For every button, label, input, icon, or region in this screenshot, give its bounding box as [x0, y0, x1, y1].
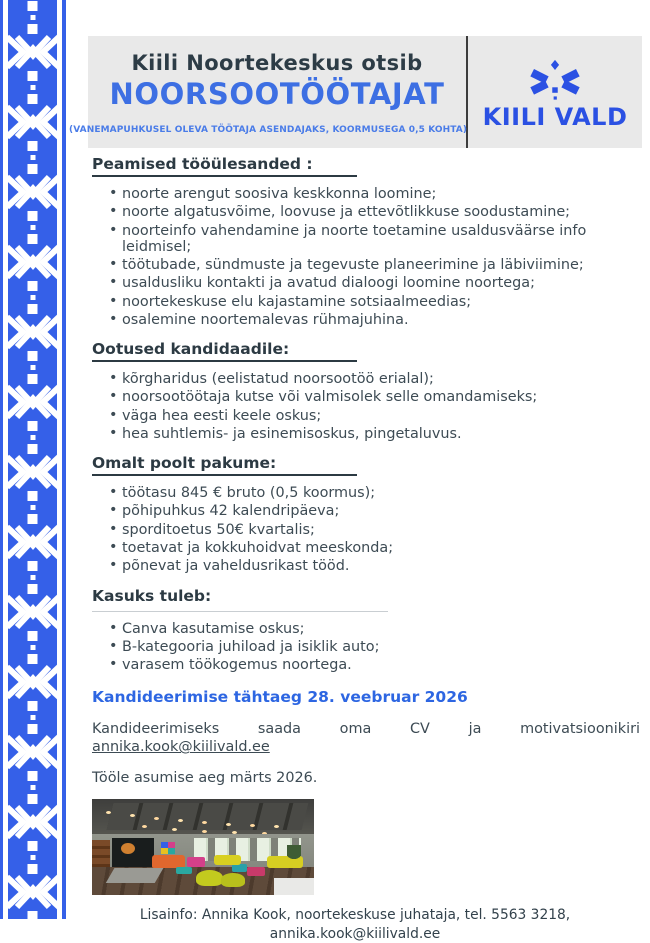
bullet-item: • toetavat ja kokkuhoidvat meeskonda;: [122, 540, 640, 556]
header-title-block: [69, 36, 468, 148]
start-date: Tööle asumise aeg märts 2026.: [92, 770, 318, 787]
bullet-item: • varasem töökogemus noortega.: [122, 657, 640, 673]
logo-text: KIILI VALD: [482, 103, 628, 131]
bullet-item: • töötubade, sündmuste ja tegevuste planeerimine ja läbiviimine;: [122, 257, 640, 273]
apply-text: Kandideerimiseks saada oma CV ja motivatsioonikiri: [92, 721, 640, 738]
bullet-item: • osalemine noortemalevas rühmajuhina.: [122, 312, 640, 328]
bullet-item: • töötasu 845 € bruto (0,5 koormus);: [122, 485, 640, 501]
bullet-item: • usaldusliku kontakti ja avatud dialoogi loomine noortega;: [122, 275, 640, 291]
photo-pink-table: [187, 857, 205, 867]
section-heading-tasks: Peamised tööülesanded :: [92, 155, 357, 177]
photo-yellow-sofa: [214, 855, 241, 865]
photo-plant: [287, 845, 300, 862]
section-heading-advantages: Kasuks tuleb:: [92, 587, 388, 612]
folk-pattern-svg: [0, 0, 66, 919]
apply-email-link[interactable]: annika.kook@kiilivald.ee: [92, 739, 270, 756]
photo-ceiling-panels: [106, 803, 308, 830]
bullet-item: • noortekeskuse elu kajastamine sotsiaalmeedias;: [122, 294, 640, 310]
section-heading-offer: Omalt poolt pakume:: [92, 454, 357, 476]
expectations-list: [92, 371, 640, 442]
folk-pattern-border: [0, 0, 66, 919]
bullet-item: • noorteinfo vahendamine ja noorte toetamine usaldusväärse info leidmisel;: [122, 223, 640, 256]
apply-instructions: [92, 720, 640, 756]
photo-pink-pouf: [247, 867, 265, 877]
photo-bean-bag: [221, 873, 245, 886]
photo-white-desk: [274, 878, 314, 895]
bullet-item: • Canva kasutamise oskus;: [122, 621, 640, 637]
bullet-item: • põhipuhkus 42 kalendripäeva;: [122, 503, 640, 519]
photo-rug: [105, 868, 163, 883]
advantages-list: [92, 621, 640, 674]
photo-teal-pouf: [232, 864, 248, 873]
photo-chalkboard: [112, 838, 154, 871]
photo-wall-art: [161, 842, 175, 854]
footer-line1: Lisainfo: Annika Kook, noortekeskuse juhataja, tel. 5563 3218,: [139, 907, 571, 924]
bullet-item: • kõrgharidus (eelistatud noorsootöö erialal);: [122, 371, 640, 387]
application-deadline: Kandideerimise tähtaeg 28. veebruar 2026: [92, 688, 468, 707]
bullet-item: • noorte arengut soosiva keskkonna loomine;: [122, 186, 640, 202]
bullet-item: • noorsootöötaja kutse või valmisolek selle omandamiseks;: [122, 389, 640, 405]
bullet-item: • väga hea eesti keele oskus;: [122, 408, 640, 424]
bullet-item: • sporditoetus 50€ kvartalis;: [122, 522, 640, 538]
section-heading-expectations: Ootused kandidaadile:: [92, 340, 357, 362]
tasks-list: [92, 186, 640, 328]
bullet-item: • põnevat ja vaheldusrikast tööd.: [122, 558, 640, 574]
offer-list: [92, 485, 640, 574]
page-title: NOORSOOTÖÖTAJAT: [109, 77, 445, 111]
bullet-item: • B-kategooria juhiload ja isiklik auto;: [122, 639, 640, 655]
header-band: [69, 36, 642, 148]
youth-center-photo: [92, 799, 314, 895]
title-note: (VANEMAPUHKUSEL OLEVA TÖÖTAJA ASENDAJAKS, KOORMUSEGA 0,5 KOHTA): [69, 125, 468, 135]
contact-footer: [60, 906, 650, 942]
bullet-item: • noorte algatusvõime, loovuse ja ettevõtlikkuse soodustamine;: [122, 204, 640, 220]
dragonfly-icon: [522, 59, 588, 101]
photo-chalk-drawing: [121, 843, 135, 854]
document-body: [92, 154, 640, 943]
pretitle: Kiili Noortekeskus otsib: [131, 51, 423, 75]
photo-teal-pouf: [176, 867, 192, 875]
photo-bean-bag: [196, 870, 223, 885]
bullet-item: • hea suhtlemis- ja esinemisoskus, pingetaluvus.: [122, 426, 640, 442]
logo-block: [468, 36, 642, 148]
footer-line2: annika.kook@kiilivald.ee: [269, 925, 441, 942]
